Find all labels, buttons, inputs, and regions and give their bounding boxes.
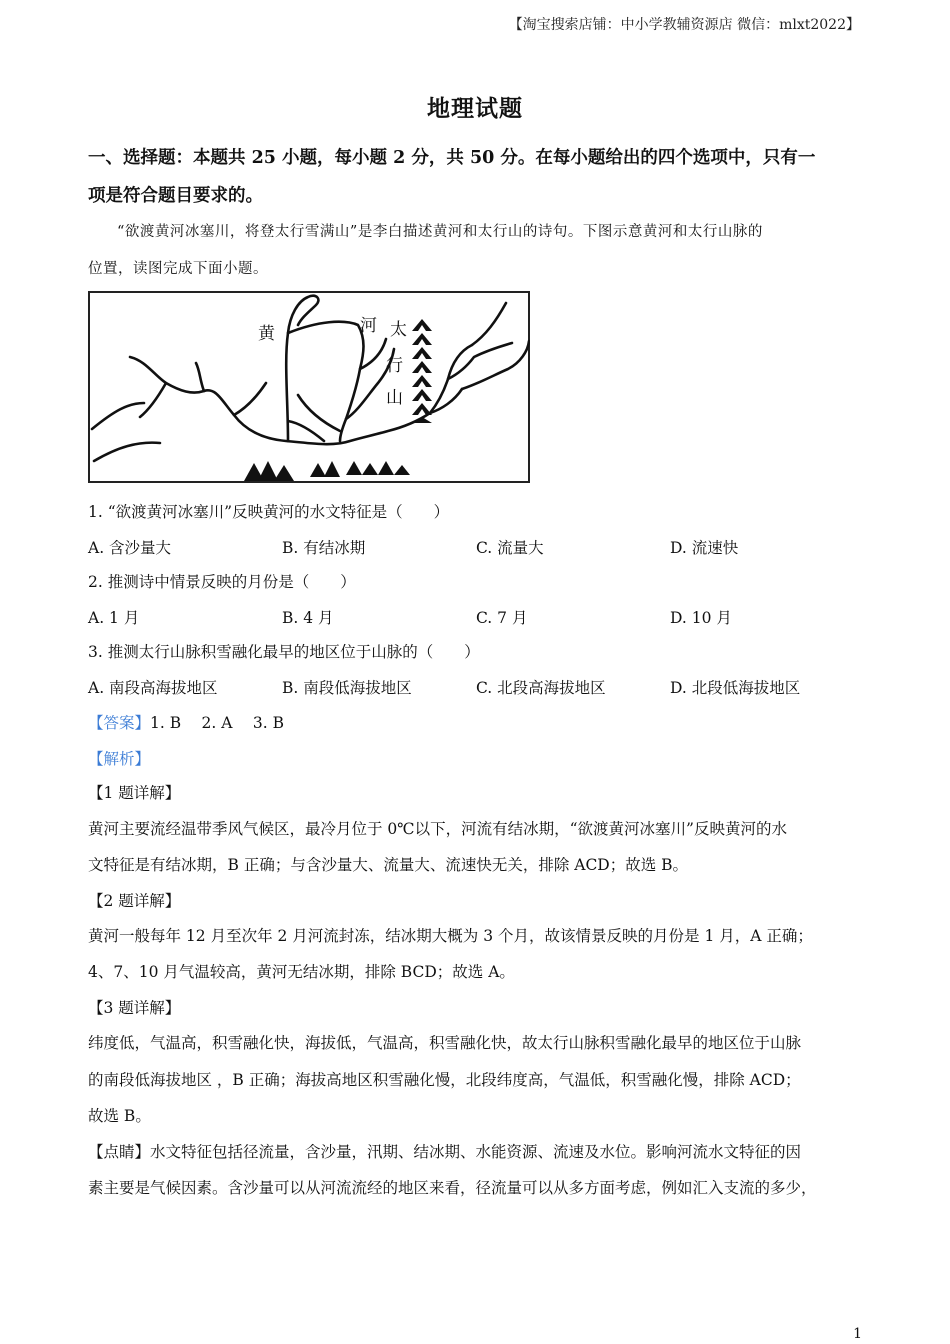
map-label-shan: 山: [386, 388, 403, 408]
answer-line: [88, 711, 878, 733]
tip-line1: [88, 1140, 878, 1162]
answer-text: 1. B 2. A 3. B: [150, 714, 284, 732]
detail-3-line3: 故选 B。: [88, 1107, 151, 1125]
question-2-stem: 2. 推测诗中情景反映的月份是（ ）: [88, 573, 356, 591]
detail-1-line2: 文特征是有结冰期，B 正确；与含沙量大、流量大、流速快无关，排除 ACD；故选 B。: [88, 856, 689, 874]
question-1-stem: 1. “欲渡黄河冰塞川”反映黄河的水文特征是（ ）: [88, 503, 450, 521]
question-1-option-c: C. 流量大: [476, 539, 544, 557]
tip-label: 【点睛】: [88, 1143, 151, 1161]
question-1-option-b: B. 有结冰期: [282, 539, 366, 557]
detail-2-label: 【2 题详解】: [88, 892, 181, 910]
question-1-option-d: D. 流速快: [670, 539, 739, 557]
question-3-option-b: B. 南段低海拔地区: [282, 679, 412, 697]
detail-2-line2: 4、7、10 月气温较高，黄河无结冰期，排除 BCD；故选 A。: [88, 963, 515, 981]
detail-1-line1: 黄河主要流经温带季风气候区，最冷月位于 0℃以下，河流有结冰期，“欲渡黄河冰塞川”反映黄河的水: [88, 820, 787, 838]
question-3-option-c: C. 北段高海拔地区: [476, 679, 606, 697]
question-1-option-a: A. 含沙量大: [88, 539, 172, 557]
section-heading-line1: 一、选择题：本题共 25 小题，每小题 2 分，共 50 分。在每小题给出的四个选项中，只有一: [88, 148, 816, 168]
question-3-stem: 3. 推测太行山脉积雪融化最早的地区位于山脉的（ ）: [88, 643, 480, 661]
detail-2-line1: 黄河一般每年 12 月至次年 2 月河流封冻，结冰期大概为 3 个月，故该情景反映的月份是 1 月，A 正确；: [88, 927, 813, 945]
yellow-river-taihang-map: [88, 291, 530, 483]
analysis-label: 【解析】: [88, 750, 151, 768]
question-2-option-a: A. 1 月: [88, 609, 140, 627]
tip-text-line1: 水文特征包括径流量，含沙量，汛期、结冰期、水能资源、流速及水位。影响河流水文特征的因: [150, 1143, 802, 1161]
map-label-huang: 黄: [258, 324, 275, 344]
header-shop-info: 【淘宝搜索店铺：中小学教辅资源店 微信：mlxt2022】: [508, 17, 860, 33]
map-label-hang: 行: [386, 356, 403, 376]
question-2-option-c: C. 7 月: [476, 609, 528, 627]
map-label-tai: 太: [390, 320, 407, 340]
page-title: 地理试题: [427, 95, 523, 122]
section-heading-line2: 项是符合题目要求的。: [88, 186, 263, 206]
intro-line2: 位置，读图完成下面小题。: [88, 261, 268, 277]
question-3-option-d: D. 北段低海拔地区: [670, 679, 801, 697]
map-label-he: 河: [360, 316, 377, 336]
detail-3-line1: 纬度低，气温高，积雪融化快，海拔低，气温高，积雪融化快，故太行山脉积雪融化最早的地区位于山脉: [88, 1034, 802, 1052]
detail-3-label: 【3 题详解】: [88, 999, 181, 1017]
answer-label: 【答案】: [88, 714, 151, 732]
detail-3-line2: 的南段低海拔地区 ，B 正确；海拔高地区积雪融化慢，北段纬度高，气温低，积雪融化慢，排除 ACD；: [88, 1071, 801, 1089]
tip-line2: 素主要是气候因素。含沙量可以从河流流经的地区来看，径流量可以从多方面考虑，例如汇入支流的多少，: [88, 1179, 817, 1197]
question-2-option-b: B. 4 月: [282, 609, 334, 627]
question-2-option-d: D. 10 月: [670, 609, 732, 627]
detail-1-label: 【1 题详解】: [88, 784, 181, 802]
question-3-option-a: A. 南段高海拔地区: [88, 679, 218, 697]
intro-line1: “欲渡黄河冰塞川，将登太行雪满山”是李白描述黄河和太行山的诗句。下图示意黄河和太行山脉的: [117, 224, 763, 240]
page-number: 1: [853, 1326, 862, 1342]
